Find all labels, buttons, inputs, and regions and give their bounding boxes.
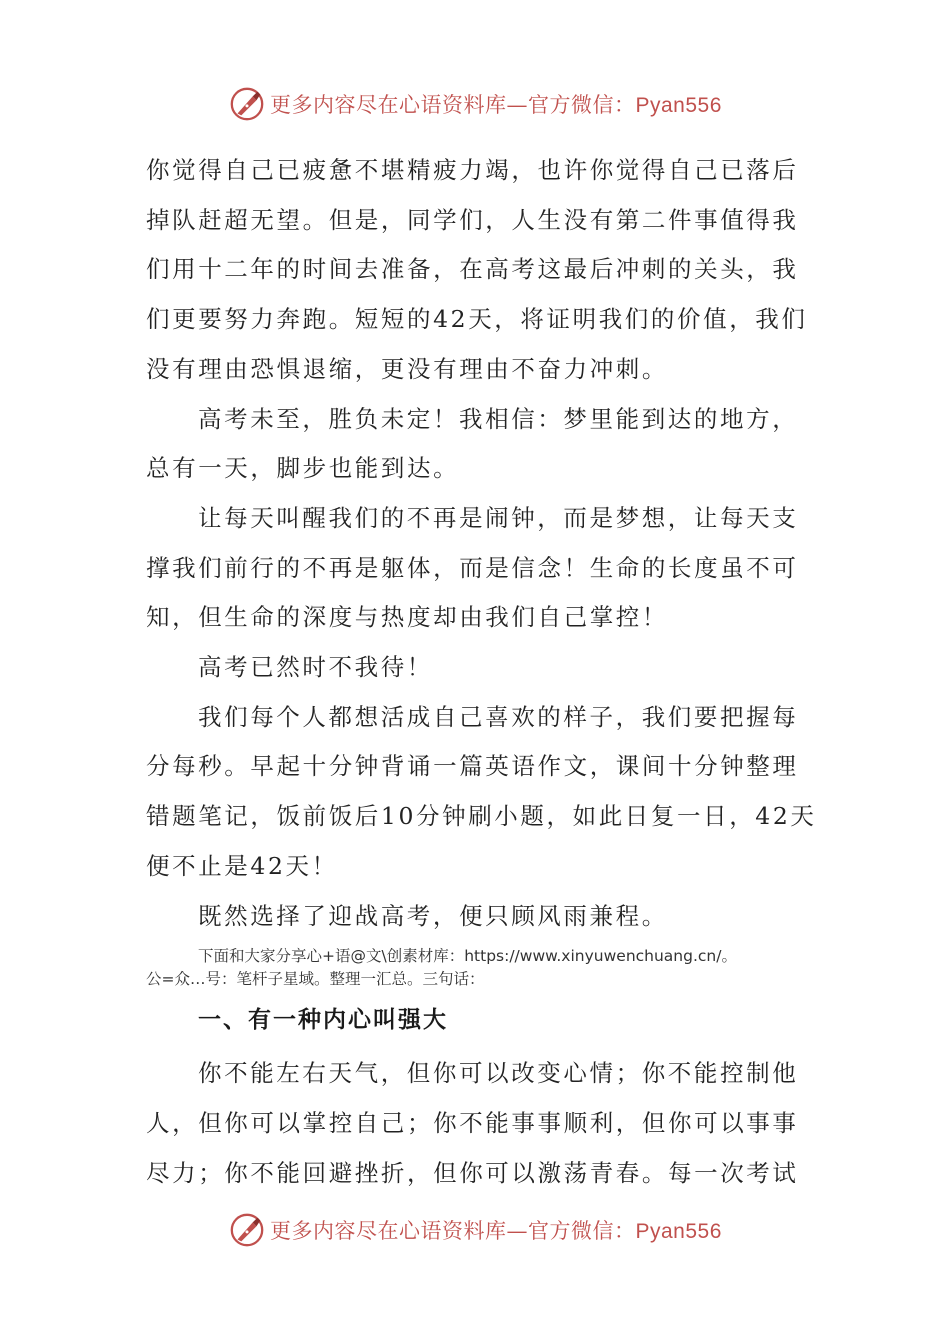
text-line: 你觉得自己已疲惫不堪精疲力竭，也许你觉得自己已落后: [146, 156, 799, 184]
text-line: 便不止是42天！: [146, 851, 338, 880]
paragraph: [146, 1049, 806, 1198]
text-line: 们用十二年的时间去准备，在高考这最后冲刺的关头，我: [146, 255, 799, 284]
text-line: 撑我们前行的不再是躯体，而是信念！生命的长度虽不可: [146, 553, 799, 582]
pen-nib-logo-icon: [228, 85, 266, 123]
section-heading: 一、有一种内心叫强大: [198, 1007, 448, 1034]
text-line: 错题笔记，饭前饭后10分钟刷小题，如此日复一日，42天: [146, 802, 817, 831]
document-body: [146, 146, 817, 1198]
text-line: 高考未至，胜负未定！我相信：梦里能到达的地方，: [198, 404, 799, 433]
text-line: 既然选择了迎战高考，便只顾风雨兼程。: [198, 901, 668, 930]
text-line: 没有理由恐惧退缩，更没有理由不奋力冲刺。: [146, 354, 668, 383]
pen-nib-logo-icon: [228, 1211, 266, 1249]
text-line: 高考已然时不我待！: [198, 653, 433, 682]
text-line: 你不能左右天气，但你可以改变心情；你不能控制他: [198, 1059, 799, 1088]
banner-label: 更多内容尽在心语资料库—官方微信：: [270, 93, 636, 117]
text-line: 掉队赶超无望。但是，同学们，人生没有第二件事值得我: [146, 205, 799, 234]
text-line: 总有一天，脚步也能到达。: [146, 454, 460, 483]
text-line: 分每秒。早起十分钟背诵一篇英语作文，课间十分钟整理: [146, 752, 799, 781]
banner-label: 更多内容尽在心语资料库—官方微信：: [270, 1219, 636, 1243]
header-banner: [228, 82, 722, 126]
banner-wechat-id: Pyan556: [635, 94, 722, 117]
paragraph: [146, 693, 817, 892]
notice-line-1: 下面和大家分享心+语@文\创素材库：https://www.xinyuwenchuang.cn/。: [198, 947, 737, 966]
text-line: 们更要努力奔跑。短短的42天，将证明我们的价值，我们: [146, 305, 808, 334]
text-line: 让每天叫醒我们的不再是闹钟，而是梦想，让每天支: [198, 503, 799, 532]
paragraph: [146, 643, 806, 693]
footer-banner: [228, 1208, 722, 1252]
text-line: 尽力；你不能回避挫折，但你可以激荡青春。每一次考试: [146, 1158, 799, 1187]
banner-text: [270, 89, 722, 119]
banner-text: [270, 1215, 722, 1245]
text-line: 我们每个人都想活成自己喜欢的样子，我们要把握每: [198, 702, 799, 731]
notice-line-2: 公=众…号：笔杆子星域。整理一汇总。三句话：: [146, 970, 485, 989]
text-line: 知，但生命的深度与热度却由我们自己掌控！: [146, 603, 668, 632]
paragraph-continuation: [146, 146, 806, 395]
paragraph: [146, 395, 806, 494]
paragraph: [146, 892, 806, 942]
text-line: 人，但你可以掌控自己；你不能事事顺利，但你可以事事: [146, 1108, 799, 1137]
banner-wechat-id: Pyan556: [635, 1220, 722, 1243]
paragraph: [146, 494, 806, 643]
